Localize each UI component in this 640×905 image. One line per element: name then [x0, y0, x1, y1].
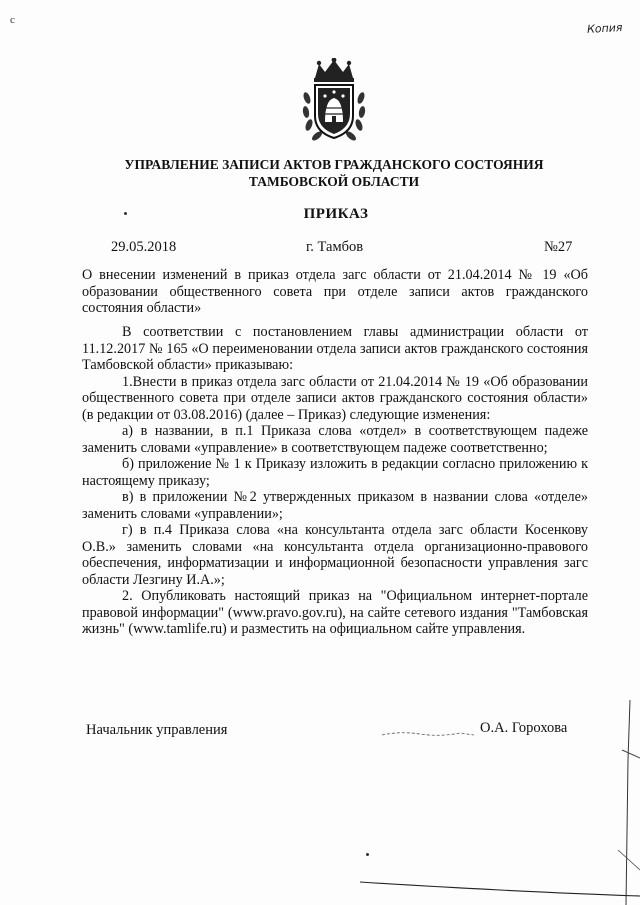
- copy-stamp: Копия: [586, 21, 623, 36]
- scan-speck: [366, 853, 369, 856]
- body-paragraph: 2. Опубликовать настоящий приказ на "Официальном интернет-портале правовой информации" (www.pravo.gov.ru), на сайте сетевого издания "Тамбовская жизнь" (www.tamlife.ru) и разместить на официальном сайте управления.: [82, 588, 588, 637]
- coat-of-arms-icon: [301, 58, 367, 144]
- signatory-position: Начальник управления: [86, 722, 228, 738]
- body-paragraph: в) в приложении №2 утвержденных приказом в названии слова «отделе» заменить словами «управлении»;: [82, 489, 588, 522]
- body-paragraph: В соответствии с постановлением главы администрации области от 11.12.2017 № 165 «О переименовании отдела записи актов гражданского состояния Тамбовской области» приказываю:: [82, 324, 588, 373]
- signatory-name: О.А. Горохова: [480, 720, 568, 736]
- body-paragraph: б) приложение № 1 к Приказу изложить в редакции согласно приложению к настоящему приказу;: [82, 456, 588, 489]
- corner-mark: с: [10, 14, 15, 26]
- organization-region: ТАМБОВСКОЙ ОБЛАСТИ: [248, 174, 420, 189]
- body-paragraph: г) в п.4 Приказа слова «на консультанта отдела загс области Косенкову О.В.» заменить словами «на консультанта отдела организационно-правового обеспечения, информатизации и информационной безопасности управления загс области Лезгину И.А.»;: [82, 522, 588, 588]
- signature-line-icon: [380, 727, 476, 739]
- document-body: [82, 324, 588, 638]
- scan-bottom-line-icon: [360, 878, 640, 898]
- document-title: ПРИКАЗ: [303, 206, 369, 222]
- document-number: №27: [544, 239, 573, 255]
- scan-speck: [124, 212, 127, 215]
- document-city: г. Тамбов: [306, 239, 364, 255]
- document-subject: О внесении изменений в приказ отдела загс области от 21.04.2014 № 19 «Об образовании общественного совета при отделе записи актов гражданского состояния области»: [82, 267, 588, 316]
- organization-name: УПРАВЛЕНИЕ ЗАПИСИ АКТОВ ГРАЖДАНСКОГО СОСТОЯНИЯ: [124, 157, 544, 172]
- body-paragraph: а) в названии, в п.1 Приказа слова «отдел» в соответствующем падеже заменить словами «управление» в соответствующем падеже соответственно;: [82, 423, 588, 456]
- scan-edge-line-icon: [600, 700, 640, 905]
- document-date: 29.05.2018: [111, 239, 177, 255]
- body-paragraph: 1.Внести в приказ отдела загс области от 21.04.2014 № 19 «Об образовании общественного совета при отделе записи актов гражданского состояния области» (в редакции от 03.08.2016) (далее – Приказ) следующие изменения:: [82, 373, 588, 423]
